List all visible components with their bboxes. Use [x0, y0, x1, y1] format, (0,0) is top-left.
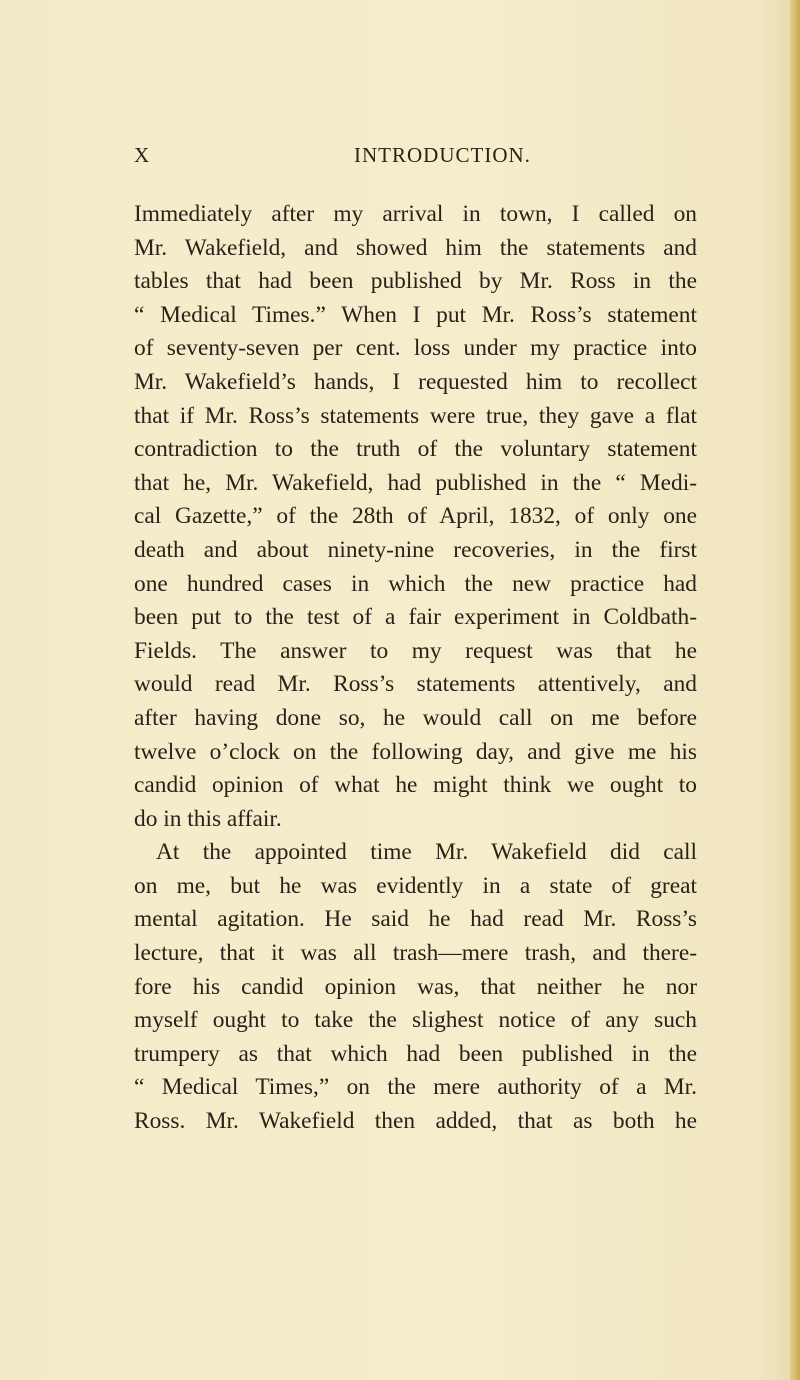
text-line: one hundred cases in which the new practice had	[134, 570, 697, 597]
text-line: “ Medical Times.” When I put Mr. Ross’s statement	[134, 301, 697, 328]
text-line: that if Mr. Ross’s statements were true, they gave a flat	[134, 402, 697, 429]
text-line: twelve o’clock on the following day, and give me his	[134, 738, 697, 765]
text-line: Mr. Wakefield, and showed him the statements and	[134, 234, 697, 261]
text-line: Ross. Mr. Wakefield then added, that as both he	[134, 1108, 697, 1135]
text-line: “ Medical Times,” on the mere authority of a Mr.	[134, 1074, 697, 1101]
body-text	[134, 198, 697, 1139]
text-line: fore his candid opinion was, that neither he nor	[134, 973, 697, 1000]
text-line: lecture, that it was all trash—mere trash, and there-	[134, 940, 697, 967]
text-line: candid opinion of what he might think we ought to	[134, 772, 697, 799]
text-line: Fields. The answer to my request was that he	[134, 637, 697, 664]
text-line: been put to the test of a fair experiment in Coldbath-	[134, 604, 697, 631]
paragraph-2	[134, 836, 697, 1138]
text-line: Mr. Wakefield’s hands, I requested him to recollect	[134, 368, 697, 395]
running-title: INTRODUCTION.	[354, 143, 531, 167]
text-line: do in this affair.	[134, 805, 282, 832]
text-line: mental agitation. He said he had read Mr. Ross’s	[134, 906, 697, 933]
text-line: would read Mr. Ross’s statements attentively, and	[134, 671, 697, 698]
text-line: tables that had been published by Mr. Ross in the	[134, 268, 697, 295]
text-line: cal Gazette,” of the 28th of April, 1832, of only one	[134, 503, 697, 530]
page-number: X	[134, 143, 151, 167]
text-line: death and about ninety-nine recoveries, in the first	[134, 536, 697, 563]
paragraph-1	[134, 198, 697, 836]
text-line: At the appointed time Mr. Wakefield did call	[156, 839, 697, 866]
text-line: of seventy-seven per cent. loss under my practice into	[134, 335, 697, 362]
text-line: on me, but he was evidently in a state of great	[134, 872, 697, 899]
text-line: myself ought to take the slighest notice of any such	[134, 1007, 697, 1034]
text-line: Immediately after my arrival in town, I called on	[134, 201, 697, 227]
text-line: after having done so, he would call on me before	[134, 704, 697, 731]
text-line: trumpery as that which had been published in the	[134, 1040, 697, 1067]
page-edge	[790, 0, 800, 1380]
text-line: that he, Mr. Wakefield, had published in the “ Medi-	[134, 469, 697, 496]
text-line: contradiction to the truth of the voluntary statement	[134, 436, 697, 463]
